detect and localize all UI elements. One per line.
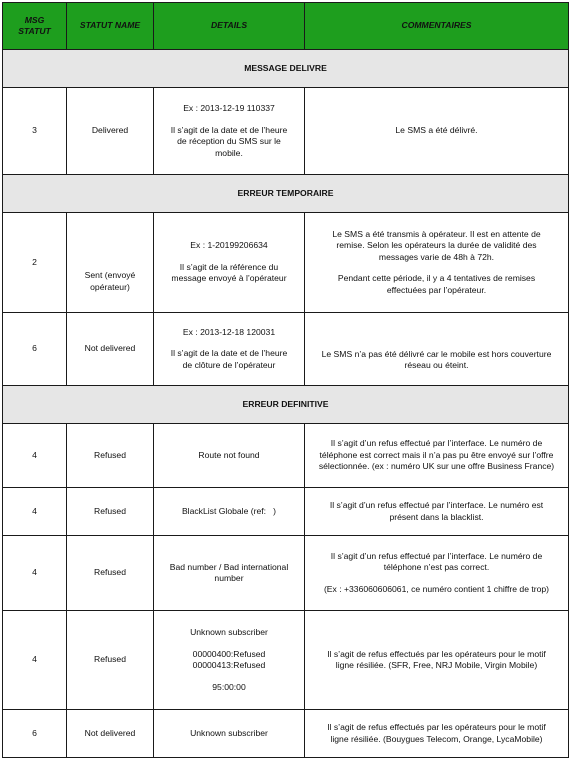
- details-cell: [154, 488, 305, 536]
- msg-statut-cell: 6: [3, 710, 67, 758]
- table-row: [3, 424, 569, 488]
- details-line: Il s’agit de la date et de l’heure de clôture de l’opérateur: [170, 348, 288, 370]
- comment-line: Il s’agit de refus effectués par les opérateurs pour le motif ligne résiliée. (Bouygues Telecom, Orange, LycaMobile): [327, 722, 546, 744]
- statut-name-cell: Delivered: [67, 88, 154, 175]
- statut-name-cell: [67, 213, 154, 313]
- section-title: ERREUR TEMPORAIRE: [3, 175, 569, 213]
- details-line: BlackList Globale (ref: ): [181, 505, 277, 516]
- header-statut-name: STATUT NAME: [67, 3, 154, 50]
- section-title: ERREUR DEFINITIVE: [3, 386, 569, 424]
- comment-line: Le SMS a été délivré.: [395, 125, 478, 136]
- details-cell: [154, 88, 305, 175]
- section-title: MESSAGE DELIVRE: [3, 50, 569, 88]
- section-row: [3, 50, 569, 88]
- table-row: [3, 88, 569, 175]
- section-row: [3, 386, 569, 424]
- header-commentaires: COMMENTAIRES: [305, 3, 569, 50]
- statut-name-text: Sent (envoyé opérateur): [84, 270, 136, 292]
- statut-name-cell: Not delivered: [67, 710, 154, 758]
- details-line: Ex : 1-20199206634: [190, 240, 268, 251]
- statut-name-cell: Refused: [67, 424, 154, 488]
- msg-statut-cell: 4: [3, 536, 67, 611]
- comment-line: Il s’agit d’un refus effectué par l’interface. Le numéro de téléphone n’est pas correct.: [330, 550, 543, 573]
- status-table: [2, 2, 569, 758]
- comment-line: Il s’agit de refus effectués par les opérateurs pour le motif ligne résiliée. (SFR, Free, NRJ Mobile, Virgin Mobile): [327, 648, 546, 670]
- details-line: 00000400:Refused 00000413:Refused: [192, 648, 266, 670]
- comment-line: Il s’agit d’un refus effectué par l’interface. Le numéro est présent dans la blacklist.: [329, 500, 544, 522]
- header-details: DETAILS: [154, 3, 305, 50]
- details-line: Ex : 2013-12-19 110337: [183, 103, 275, 113]
- statut-name-cell: Refused: [67, 488, 154, 536]
- details-cell: [154, 611, 305, 710]
- details-cell: [154, 710, 305, 758]
- comment-cell: [305, 488, 569, 536]
- comment-line: (Ex : +336060606061, ce numéro contient 1 chiffre de trop): [323, 583, 550, 594]
- statut-name-cell: Refused: [67, 536, 154, 611]
- msg-statut-cell: 4: [3, 611, 67, 710]
- msg-statut-cell: 4: [3, 488, 67, 536]
- table-row: [3, 213, 569, 313]
- comment-cell: [305, 213, 569, 313]
- details-cell: [154, 424, 305, 488]
- comment-cell: [305, 536, 569, 611]
- details-cell: [154, 536, 305, 611]
- statut-name-cell: Refused: [67, 611, 154, 710]
- comment-cell: [305, 88, 569, 175]
- table-row: [3, 536, 569, 611]
- table-row: [3, 313, 569, 386]
- table-row: [3, 710, 569, 758]
- table-row: [3, 611, 569, 710]
- details-line: Route not found: [198, 449, 260, 460]
- comment-line: Pendant cette période, il y a 4 tentatives de remises effectuées par l’opérateur.: [337, 273, 536, 295]
- comment-cell: [305, 313, 569, 386]
- details-line: 95:00:00: [212, 681, 246, 692]
- msg-statut-cell: 6: [3, 313, 67, 386]
- details-line: Unknown subscriber: [190, 727, 268, 738]
- table-row: [3, 488, 569, 536]
- msg-statut-cell: 3: [3, 88, 67, 175]
- details-line: Bad number / Bad international number: [169, 561, 289, 583]
- comment-line: Le SMS n’a pas été délivré car le mobile est hors couverture réseau ou éteint.: [321, 348, 552, 370]
- header-row: [3, 3, 569, 50]
- details-line: Unknown subscriber: [190, 627, 268, 637]
- comment-line: Le SMS a été transmis à opérateur. Il est en attente de remise. Selon les opérateurs la durée de validité des messages varie de 48h à 72h.: [332, 228, 541, 262]
- msg-statut-cell: 2: [3, 213, 67, 313]
- header-msg-statut: MSG STATUT: [3, 3, 67, 50]
- msg-statut-cell: 4: [3, 424, 67, 488]
- section-row: [3, 175, 569, 213]
- details-cell: [154, 213, 305, 313]
- details-line: Il s’agit de la date et de l’heure de réception du SMS sur le mobile.: [170, 124, 288, 158]
- comment-cell: [305, 710, 569, 758]
- details-line: Il s’agit de la référence du message envoyé à l’opérateur: [171, 261, 287, 284]
- comment-cell: [305, 611, 569, 710]
- details-cell: [154, 313, 305, 386]
- details-line: Ex : 2013-12-18 120031: [182, 326, 276, 337]
- comment-line: Il s’agit d’un refus effectué par l’interface. Le numéro de téléphone est correct mais il n’a pas pu être envoyé sur l’offre sélectionnée. (ex : numéro UK sur une offre Business France): [318, 438, 555, 472]
- statut-name-cell: Not delivered: [67, 313, 154, 386]
- comment-cell: [305, 424, 569, 488]
